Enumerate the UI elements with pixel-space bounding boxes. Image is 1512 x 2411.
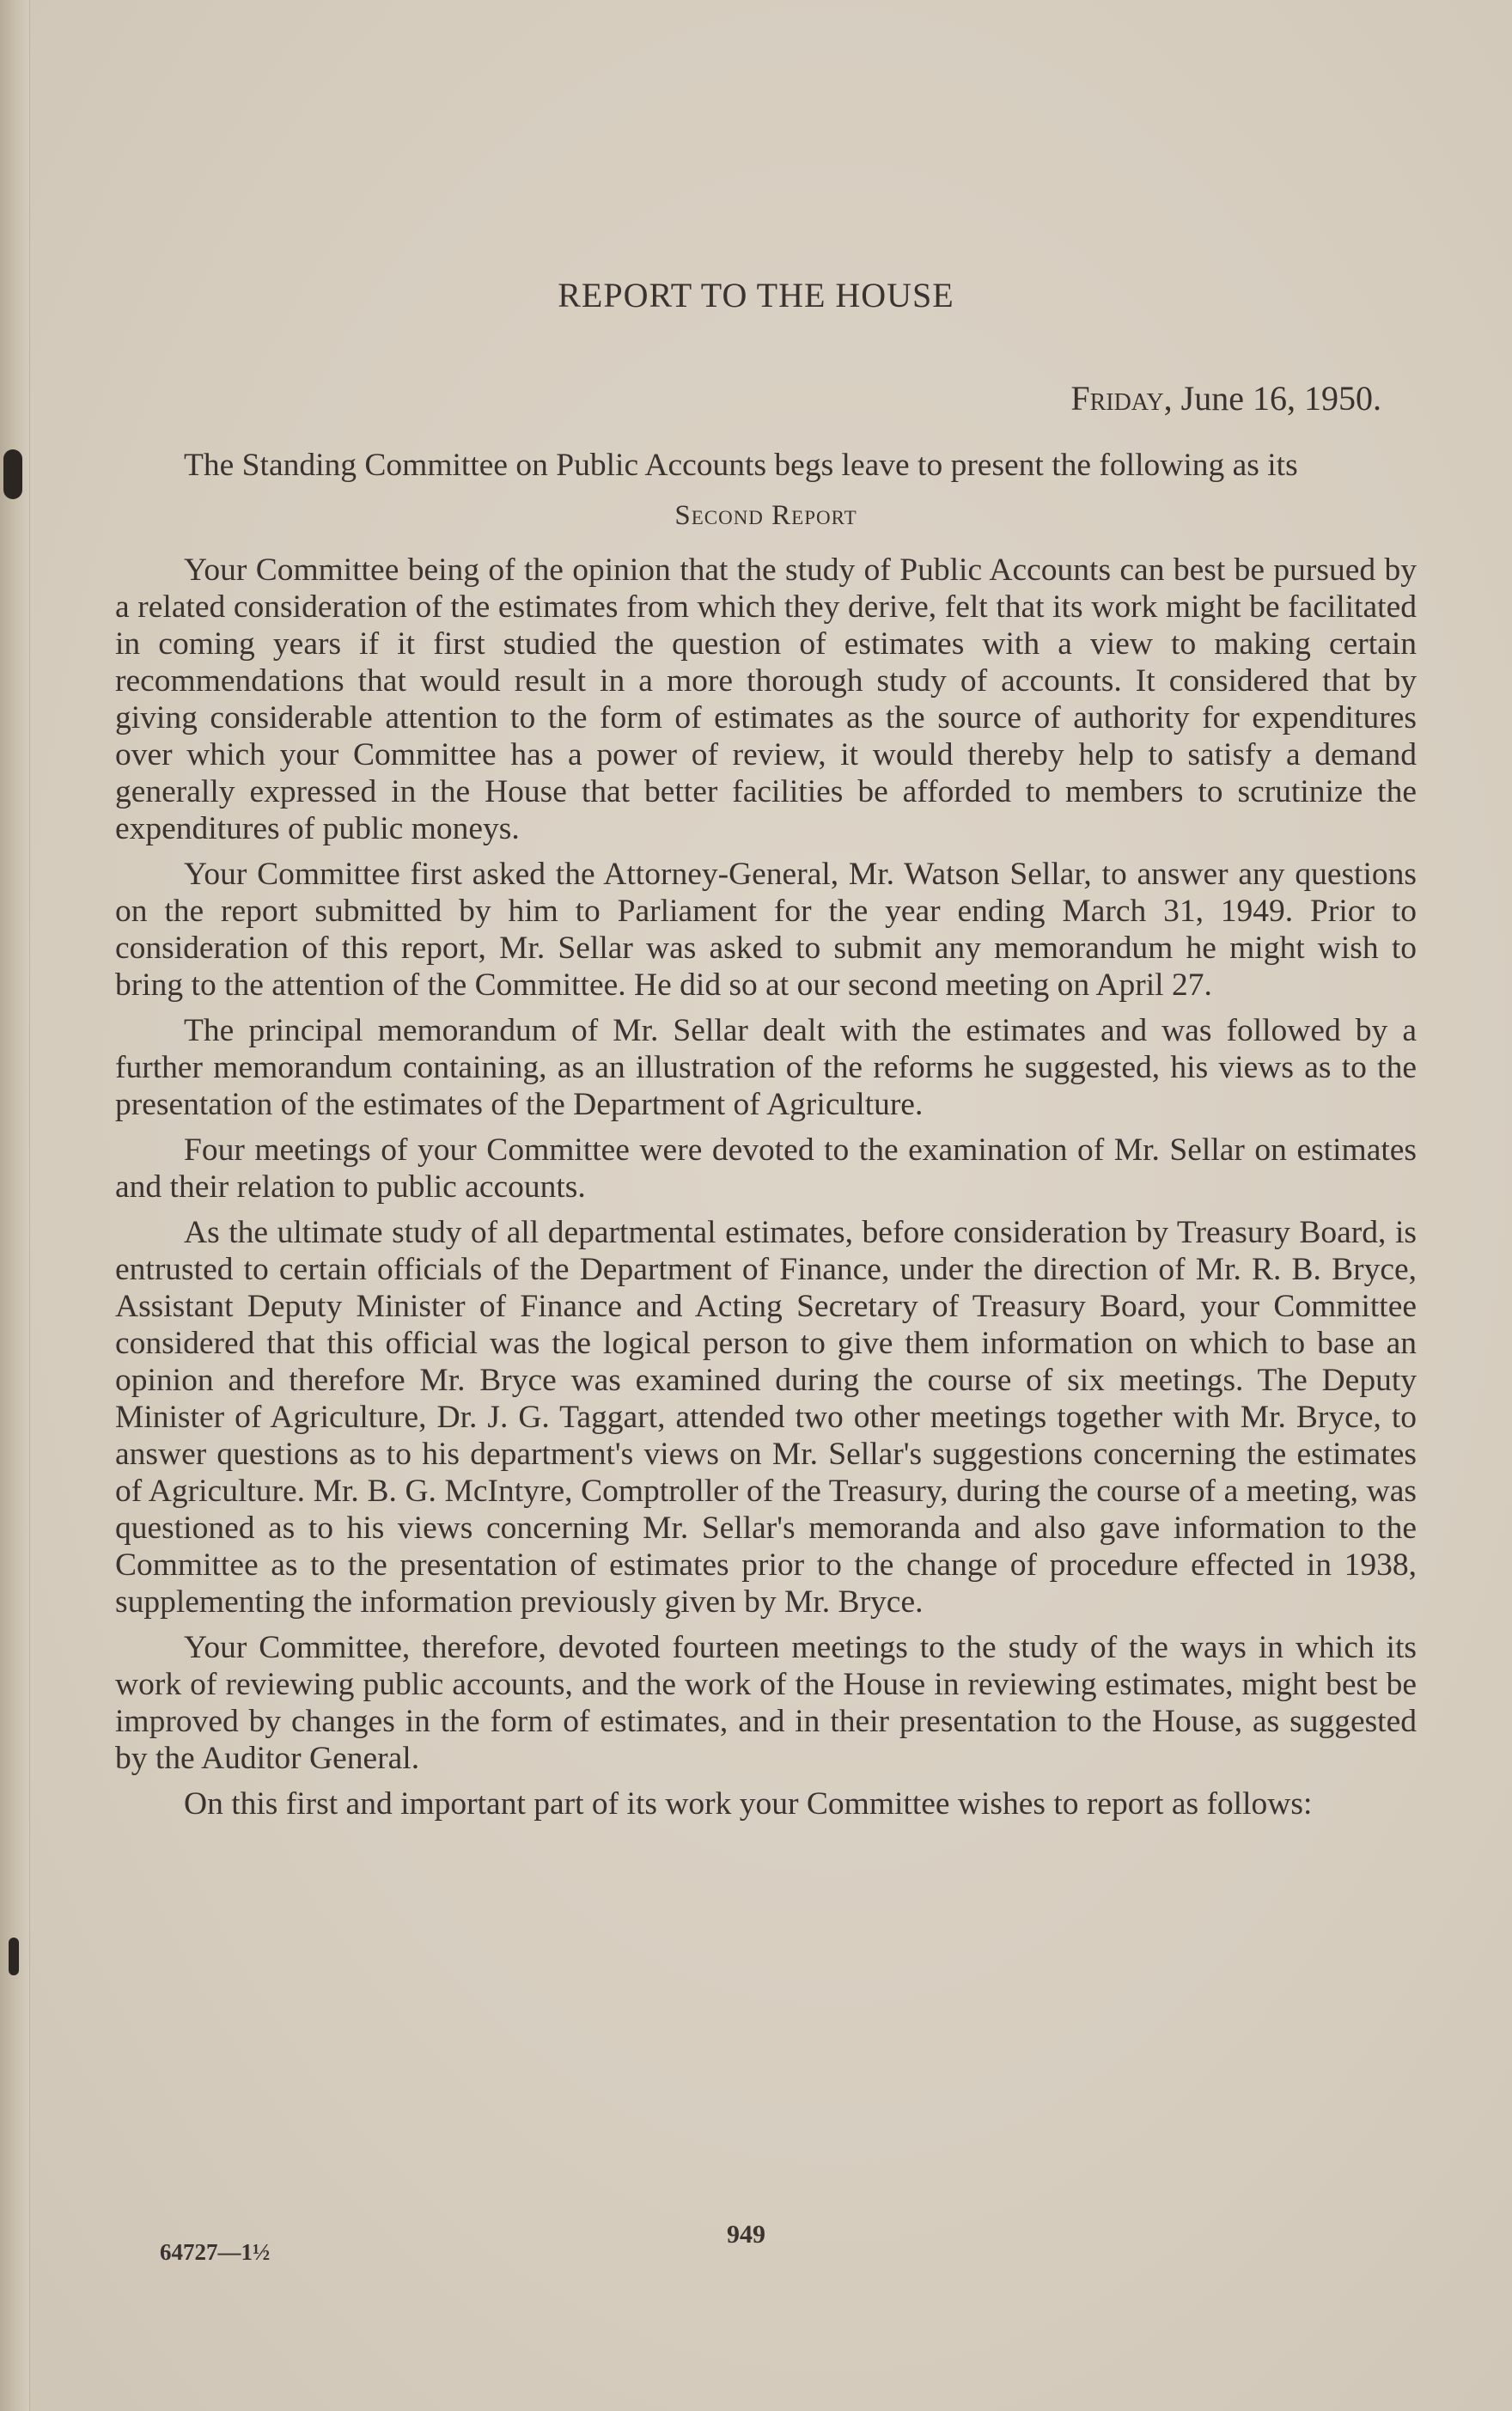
body-paragraph: Four meetings of your Committee were devoted to the examination of Mr. Sellar on estimates and their relation to public accounts. [115, 1132, 1417, 1205]
binding-hole-icon [3, 449, 22, 499]
report-body [115, 447, 1417, 1831]
intro-paragraph: The Standing Committee on Public Accounts begs leave to present the following as its [184, 448, 1298, 483]
report-date-rest: , June 16, 1950. [1163, 379, 1381, 418]
body-paragraph: The principal memorandum of Mr. Sellar dealt with the estimates and was followed by a further memorandum containing, as an illustration of the reforms he suggested, his views as to the presentation of the estimates of the Department of Agriculture. [115, 1013, 1417, 1122]
report-date [1070, 378, 1381, 418]
section-heading: Second Report [674, 500, 857, 531]
body-paragraph: Your Committee first asked the Attorney-General, Mr. Watson Sellar, to answer any questions on the report submitted by him to Parliament for the year ending March 31, 1949. Prior to consideration of this report, Mr. Sellar was asked to submit any memorandum he might wish to bring to the attention of the Committee. He did so at our second meeting on April 27. [115, 857, 1417, 1003]
body-paragraph: As the ultimate study of all departmental estimates, before consideration by Treasury Board, is entrusted to certain officials of the Department of Finance, under the direction of Mr. R. B. Bryce, Assistant Deputy Minister of Finance and Acting Secretary of Treasury Board, your Committee considered that this official was the logical person to give them information on which to base an opinion and therefore Mr. Bryce was examined during the course of six meetings. The Deputy Minister of Agriculture, Dr. J. G. Taggart, attended two other meetings together with Mr. Bryce, to answer questions as to his department's views on Mr. Sellar's suggestions concerning the estimates of Agriculture. Mr. B. G. McIntyre, Comptroller of the Treasury, during the course of a meeting, was questioned as to his views concerning Mr. Sellar's memoranda and also gave information to the Committee as to the presentation of estimates prior to the change of procedure effected in 1938, supplementing the information previously given by Mr. Bryce. [115, 1215, 1417, 1620]
report-date-day: Friday [1070, 379, 1164, 418]
page-number: 949 [727, 2220, 765, 2249]
report-title: REPORT TO THE HOUSE [558, 276, 954, 314]
binding-edge [0, 0, 30, 2411]
binding-hole-icon [9, 1938, 19, 1975]
body-paragraph: On this first and important part of its work your Committee wishes to report as follows: [184, 1786, 1313, 1822]
body-paragraph: Your Committee being of the opinion that the study of Public Accounts can best be pursued by a related consideration of the estimates from which they derive, felt that its work might be facilitated in coming years if it first studied the question of estimates with a view to making certain recommendations that would result in a more thorough study of accounts. It considered that by giving considerable attention to the form of estimates as the source of authority for expenditures over which your Committee has a power of review, it would thereby help to satisfy a demand generally expressed in the House that better facilities be afforded to members to scrutinize the expenditures of public moneys. [115, 552, 1417, 846]
body-paragraph: Your Committee, therefore, devoted fourteen meetings to the study of the ways in which its work of reviewing public accounts, and the work of the House in reviewing estimates, might best be improved by changes in the form of estimates, and in their presentation to the House, as suggested by the Auditor General. [115, 1630, 1417, 1776]
print-code: 64727—1½ [160, 2239, 271, 2265]
